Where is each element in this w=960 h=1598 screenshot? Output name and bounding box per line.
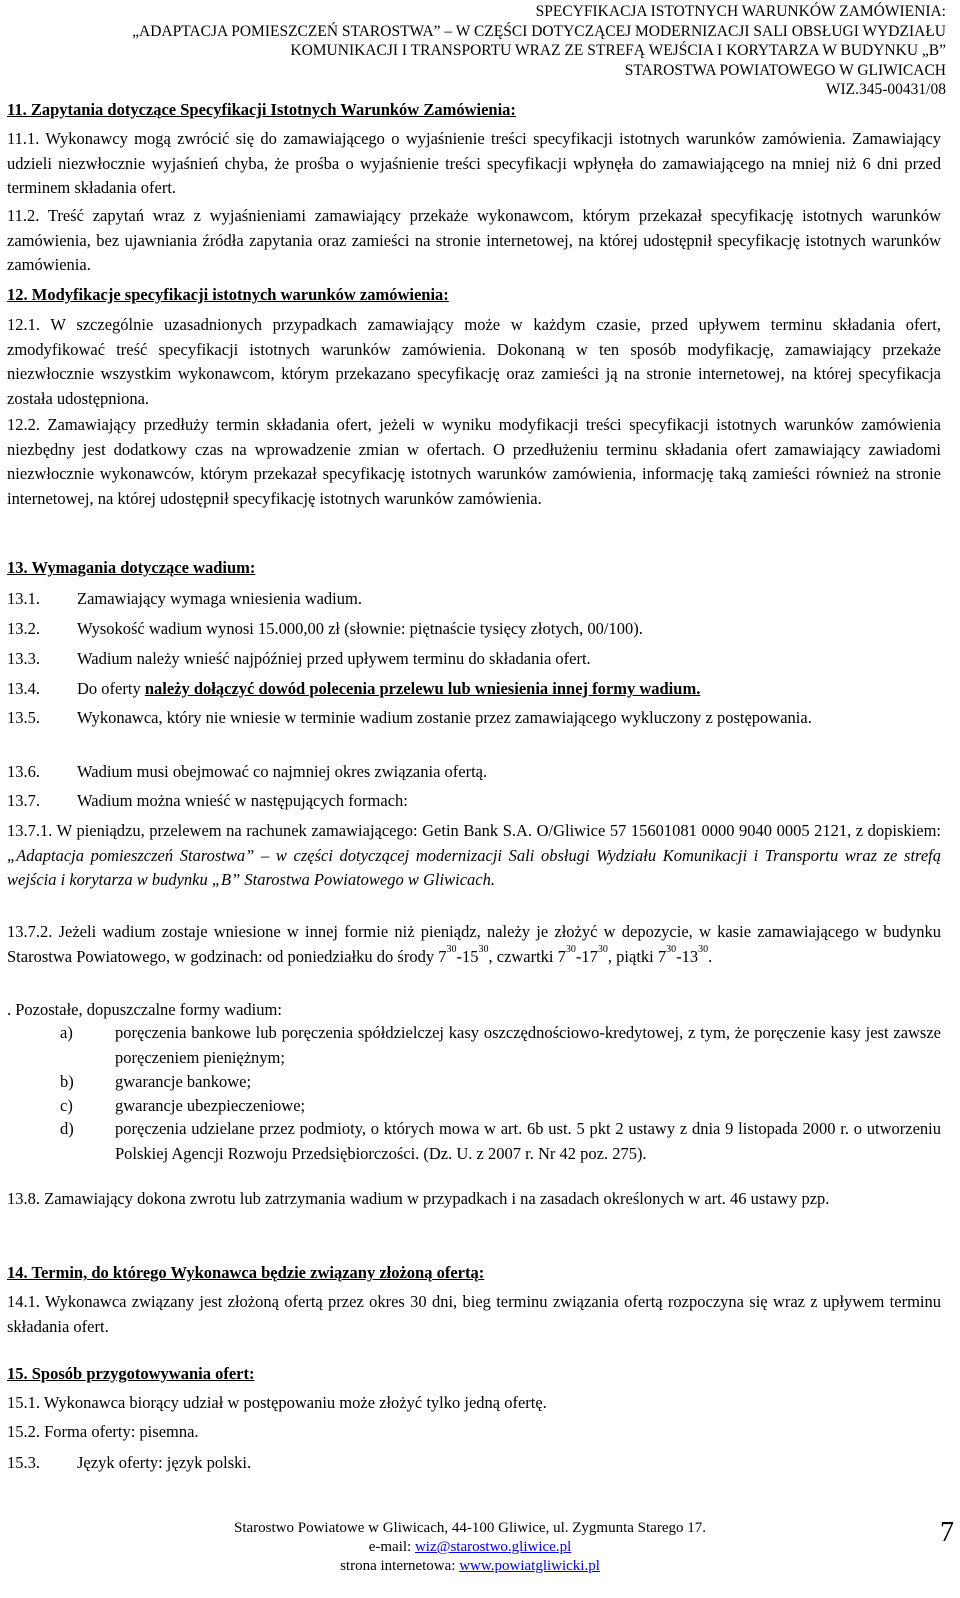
item-text: Język oferty: język polski. (77, 1453, 252, 1472)
section-15-heading: 15. Sposób przygotowywania ofert: (7, 1364, 255, 1383)
footer-email-link[interactable]: wiz@starostwo.gliwice.pl (414, 1539, 572, 1555)
list-label: d) (60, 1119, 74, 1138)
paragraph-15-1: 15.1. Wykonawca biorący udział w postępowaniu może złożyć tylko jedną ofertę. (7, 1393, 547, 1412)
list-label: b) (60, 1072, 74, 1091)
item-number: 15.3. (7, 1453, 40, 1472)
item-number: 13.7. (7, 791, 40, 810)
superscript: 30 (565, 943, 576, 955)
document-footer (0, 1519, 940, 1576)
section-11-heading: 11. Zapytania dotyczące Specyfikacji Istotnych Warunków Zamówienia: (7, 100, 516, 119)
item-text-emphasis: należy dołączyć dowód polecenia przelewu lub wniesienia innej formy wadium. (144, 679, 701, 698)
item-number: 13.6. (7, 762, 40, 781)
item-text: Wadium należy wnieść najpóźniej przed upływem terminu do składania ofert. (77, 649, 591, 668)
header-line-4: STAROSTWA POWIATOWEGO W GLIWICACH (624, 61, 946, 79)
list-label: c) (60, 1096, 73, 1115)
paragraph-13-8: 13.8. Zamawiający dokona zwrotu lub zatrzymania wadium w przypadkach i na zasadach określonych w art. 46 ustawy pzp. (7, 1189, 830, 1208)
paragraph-15-2: 15.2. Forma oferty: pisemna. (7, 1422, 199, 1441)
other-forms-intro: . Pozostałe, dopuszczalne formy wadium: (7, 1000, 282, 1019)
superscript: 30 (698, 943, 709, 955)
footer-website-link[interactable]: www.powiatgliwicki.pl (459, 1558, 600, 1574)
item-number: 13.4. (7, 679, 40, 698)
header-line-2: „ADAPTACJA POMIESZCZEŃ STAROSTWA” – W CZĘŚCI DOTYCZĄCEJ MODERNIZACJI SALI OBSŁUGI WYDZIAŁU (132, 22, 946, 40)
header-line-1: SPECYFIKACJA ISTOTNYCH WARUNKÓW ZAMÓWIENIA: (535, 3, 946, 20)
section-13-heading: 13. Wymagania dotyczące wadium: (7, 558, 256, 577)
text: . (708, 946, 713, 966)
section-14-heading: 14. Termin, do którego Wykonawca będzie związany złożoną ofertą: (7, 1263, 485, 1282)
superscript: 30 (597, 943, 608, 955)
superscript: 30 (666, 943, 677, 955)
footer-email-line (0, 1538, 940, 1557)
document-header (6, 2, 946, 100)
paragraph-12-1: 12.1. W szczególnie uzasadnionych przypadkach zamawiający może w każdym czasie, przed upływem terminu składania ofert, zmodyfikować treść specyfikacji istotnych warunków zamówienia. Dokonaną w ten sposób modyfikację, zamawiający przekaże niezwłocznie wszystkim wykonawcom, którym przekazano specyfikację oraz zamieści ją na stronie internetowej, na której specyfikacja została udostępniona. (7, 315, 941, 408)
paragraph-12-2: 12.2. Zamawiający przedłuży termin składania ofert, jeżeli w wyniku modyfikacji treści specyfikacji istotnych warunków zamówienia niezbędny jest dodatkowy czas na wprowadzenie zmian w ofertach. O przedłużeniu terminu składania ofert zamawiający zawiadomi niezwłocznie wykonawców, którym przekazał specyfikację istotnych warunków zamówienia, informację taką zamieści również na stronie internetowej, na której udostępnił specyfikację istotnych warunków zamówienia. (7, 415, 941, 508)
footer-website-label: strona internetowa: (340, 1558, 460, 1574)
item-number: 13.3. (7, 649, 40, 668)
item-text-plain: Do oferty (77, 679, 145, 698)
item-text: Wadium można wnieść w następujących formach: (77, 791, 408, 810)
item-text: Zamawiający wymaga wniesienia wadium. (77, 589, 362, 608)
list-text: poręczenia bankowe lub poręczenia spółdzielczej kasy oszczędnościowo-kredytowej, z tym, że poręczenie kasy jest zawsze poręczeniem pieniężnym; (115, 1023, 941, 1067)
paragraph-13-7-2 (7, 920, 941, 969)
text: -15 (456, 946, 479, 966)
item-text: Wykonawca, który nie wniesie w terminie wadium zostanie przez zamawiającego wykluczony z postępowania. (77, 708, 812, 727)
paragraph-italic-text: „Adaptacja pomieszczeń Starostwa” – w części dotyczącej modernizacji Sali obsługi Wydziału Komunikacji i Transportu wraz ze strefą wejścia i korytarza w budynku „B” Starostwa Powiatowego w Gliwicach. (7, 845, 941, 889)
superscript: 30 (478, 943, 489, 955)
paragraph-11-1: 11.1. Wykonawcy mogą zwrócić się do zamawiającego o wyjaśnienie treści specyfikacji istotnych warunków zamówienia. Zamawiający udzieli niezwłocznie wyjaśnień chyba, że prośba o wyjaśnienie treści specyfikacji wpłynęła do zamawiającego na mniej niż 6 dni przed terminem składania ofert. (7, 129, 941, 197)
paragraph-14-1: 14.1. Wykonawca związany jest złożoną ofertą przez okres 30 dni, bieg terminu związania ofertą rozpoczyna się wraz z upływem terminu składania ofert. (7, 1292, 941, 1336)
item-text: Wadium musi obejmować co najmniej okres związania ofertą. (77, 762, 488, 781)
text: 13.7.2. Jeżeli wadium zostaje wniesione w innej formie niż pieniądz, należy je złożyć w depozycie, w kasie zamawiającego w budynku Starostwa Powiatowego, w godzinach: od poniedziałku do środy 7 (7, 922, 941, 966)
item-number: 13.2. (7, 619, 40, 638)
list-label: a) (60, 1023, 73, 1042)
superscript: 30 (446, 943, 457, 955)
paragraph-13-7-1 (7, 819, 941, 893)
footer-email-label: e-mail: (368, 1539, 415, 1555)
list-text: gwarancje bankowe; (115, 1072, 252, 1091)
header-line-3: KOMUNIKACJI I TRANSPORTU WRAZ ZE STREFĄ WEJŚCIA I KORYTARZA W BUDYNKU „B” (290, 42, 946, 59)
section-12-heading: 12. Modyfikacje specyfikacji istotnych warunków zamówienia: (7, 285, 449, 304)
item-number: 13.1. (7, 589, 40, 608)
list-text: gwarancje ubezpieczeniowe; (115, 1096, 306, 1115)
text: , piątki 7 (607, 946, 667, 966)
footer-website-line (0, 1557, 940, 1576)
item-text (77, 677, 941, 702)
header-reference: WIZ.345-00431/08 (825, 81, 946, 98)
paragraph-text: 13.7.1. W pieniądzu, przelewem na rachunek zamawiającego: Getin Bank S.A. O/Gliwice 57 15601081 0000 9040 0005 2121, z dopiskiem: (7, 821, 941, 840)
text: -13 (676, 946, 699, 966)
page-number: 7 (940, 1517, 954, 1548)
item-13-5 (7, 706, 941, 756)
text: -17 (575, 946, 598, 966)
item-text: Wysokość wadium wynosi 15.000,00 zł (słownie: piętnaście tysięcy złotych, 00/100). (77, 619, 643, 638)
footer-address: Starostwo Powiatowe w Gliwicach, 44-100 Gliwice, ul. Zygmunta Starego 17. (233, 1520, 706, 1536)
paragraph-11-2: 11.2. Treść zapytań wraz z wyjaśnieniami zamawiający przekaże wykonawcom, którym przekazał specyfikację istotnych warunków zamówienia, bez ujawniania źródła zapytania oraz zamieści na stronie internetowej, na której udostępnił specyfikację istotnych warunków zamówienia. (7, 206, 941, 274)
text: , czwartki 7 (488, 946, 566, 966)
list-text: poręczenia udzielane przez podmioty, o których mowa w art. 6b ust. 5 pkt 2 ustawy z dnia 9 listopada 2000 r. o utworzeniu Polskiej Agencji Rozwoju Przedsiębiorczości. (Dz. U. z 2007 r. Nr 42 poz. 275). (115, 1119, 941, 1163)
item-number: 13.5. (7, 708, 40, 727)
